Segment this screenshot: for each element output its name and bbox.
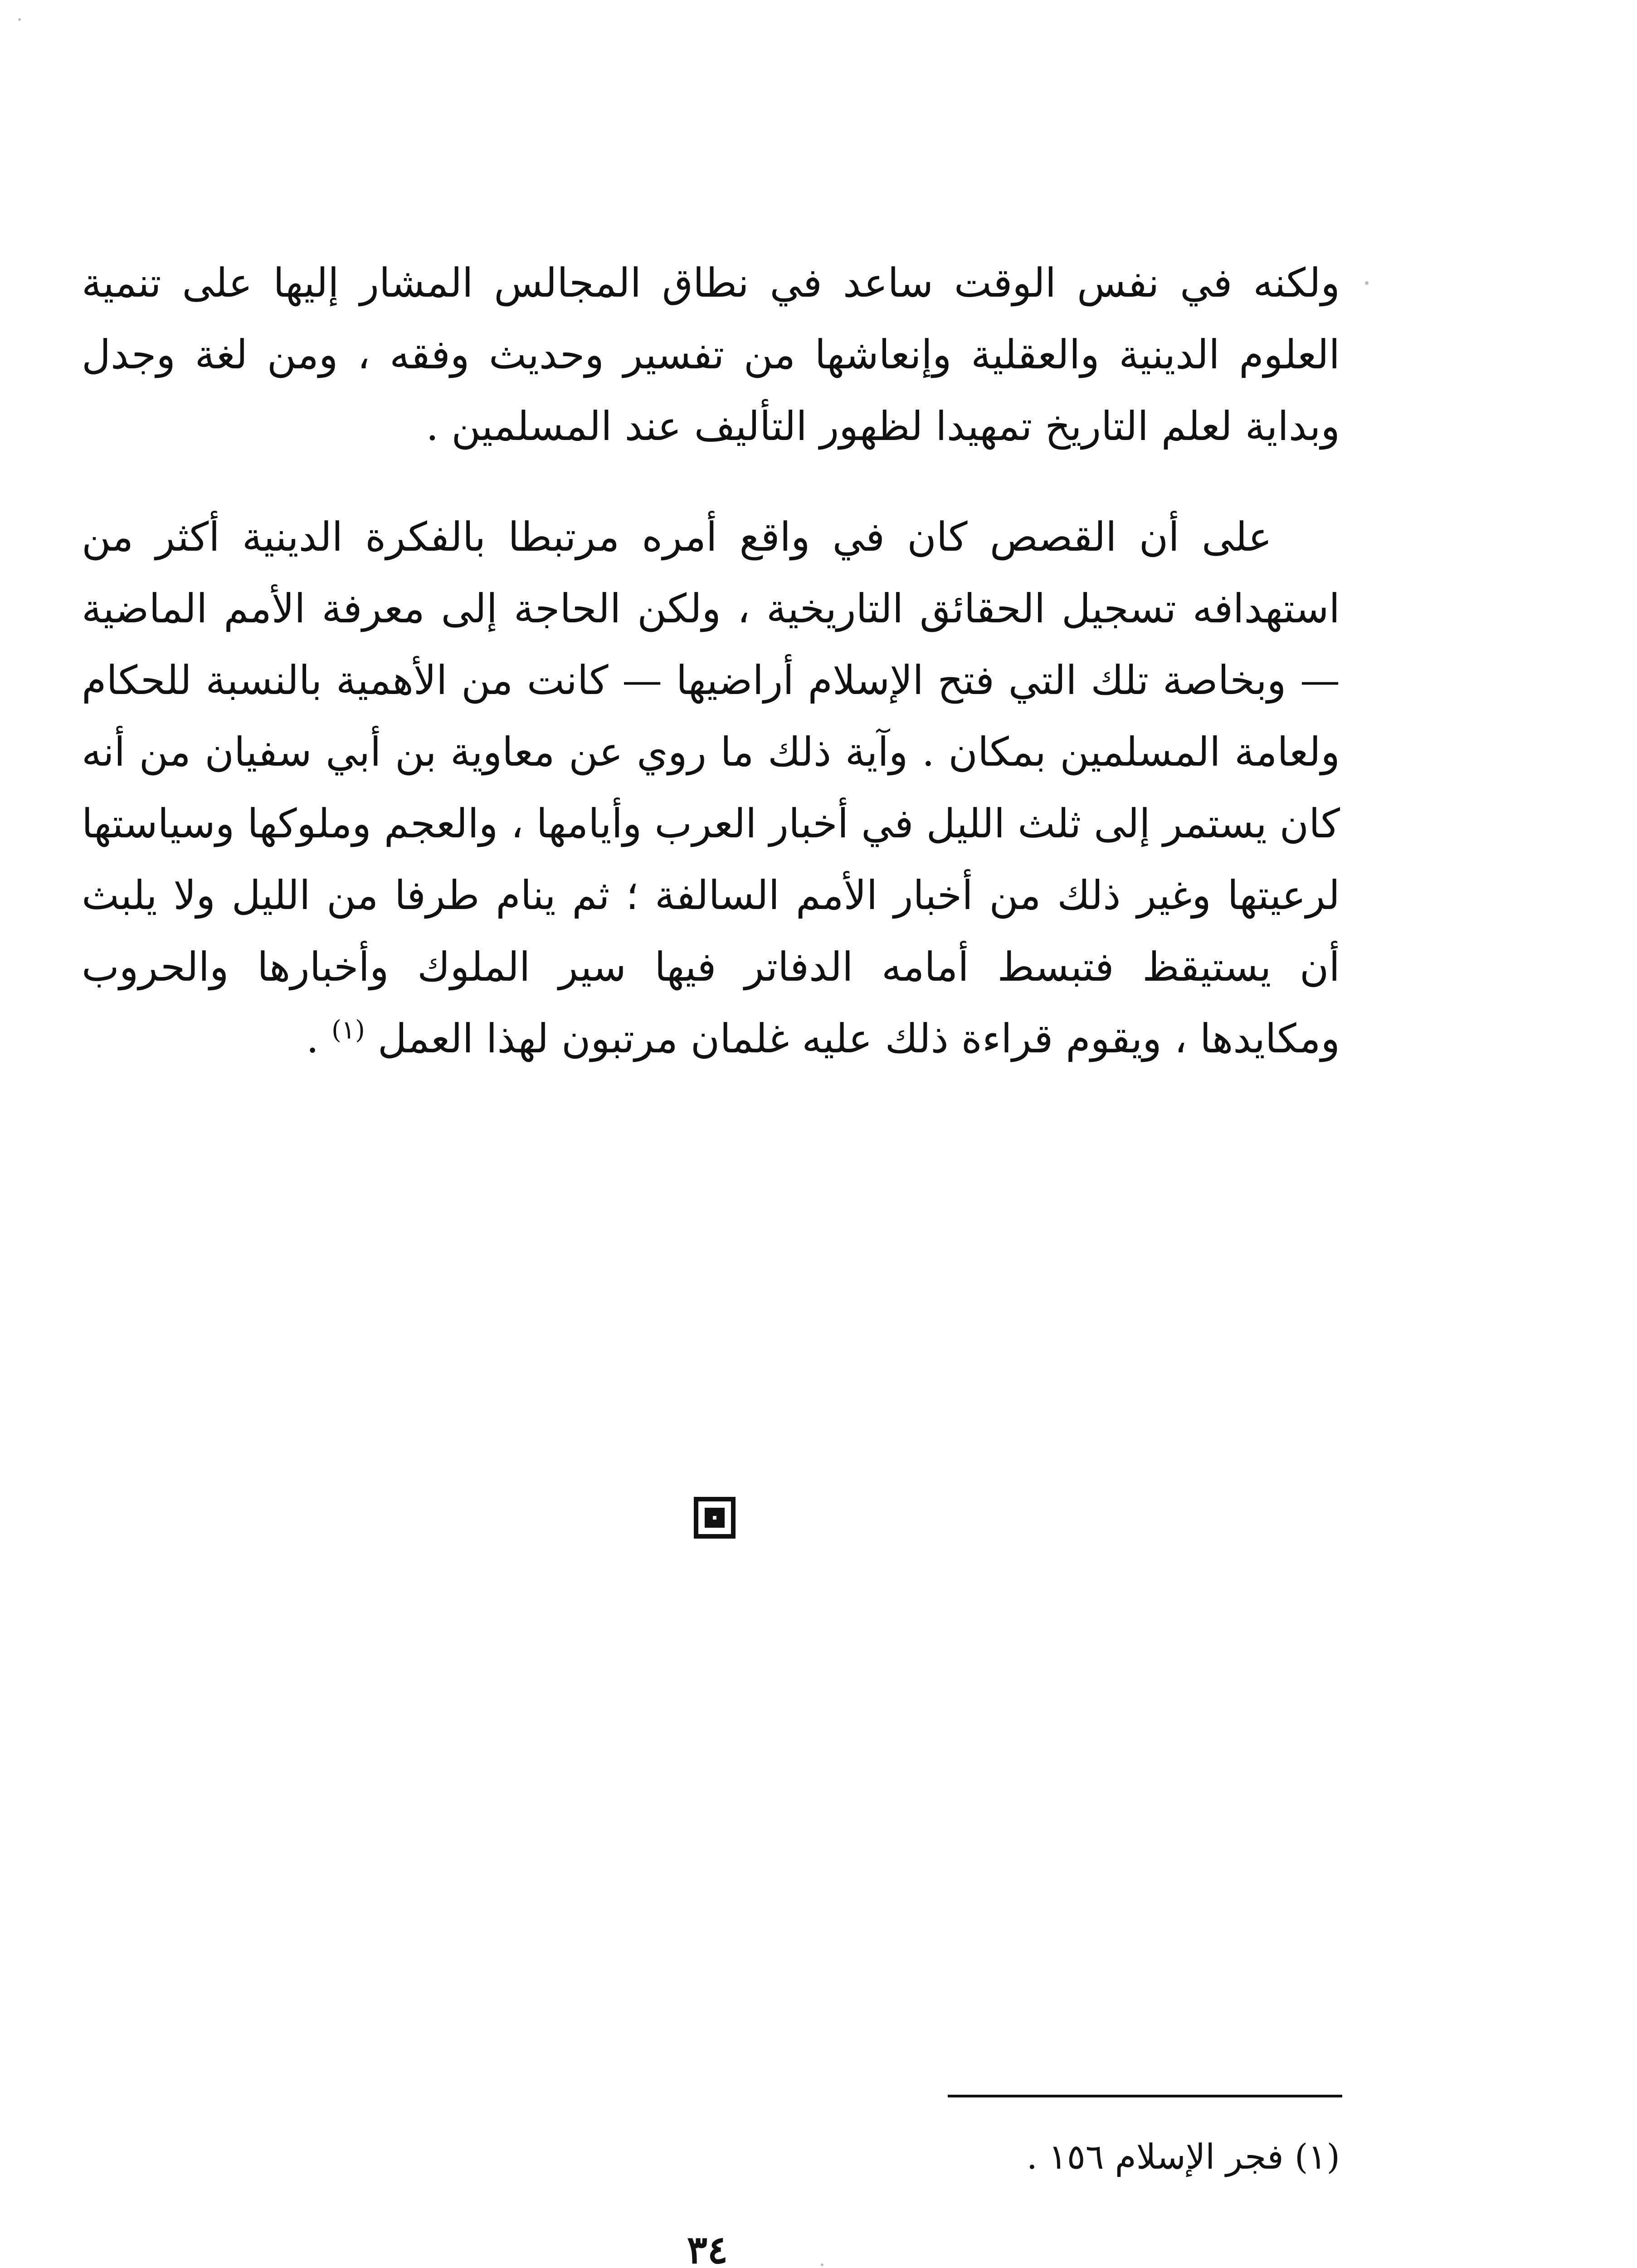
square-ornament-inner (705, 1508, 725, 1528)
footnote-separator (948, 2095, 1342, 2097)
scan-speck (821, 2263, 823, 2266)
body-paragraph-2-text: على أن القصص كان في واقع أمره مرتبطا بالفكرة الدينية أكثر من استهدافه تسجيل الحقائق التاريخية ، ولكن الحاجة إلى معرفة الأمم الماضية — وبخاصة تلك التي فتح الإسلام أراضيها — كانت من الأهمية بالنسبة للحكام ولعامة المسلمين بمكان . وآية ذلك ما روي عن معاوية بن أبي سفيان من أنه كان يستمر إلى ثلث الليل في أخبار العرب وأيامها ، والعجم وملوكها وسياستها لرعيتها وغير ذلك من أخبار الأمم السالفة ؛ ثم ينام طرفا من الليل ولا يلبث أن يستيقظ فتبسط أمامه الدفاتر فيها سير الملوك وأخبارها والحروب ومكايدها ، ويقوم قراءة ذلك عليه غلمان مرتبون لهذا العمل (82, 513, 1340, 1062)
footnote-reference-marker: (١) (331, 1015, 365, 1045)
body-paragraph-1-container (82, 247, 1340, 462)
square-ornament-core (713, 1516, 716, 1520)
square-ornament-icon (694, 1497, 736, 1539)
page-number: ٣٤ (687, 2227, 728, 2268)
footnote-text: (١) فجر الإسلام ١٥٦ . (1026, 2136, 1340, 2177)
body-paragraph-2-end: . (306, 1015, 332, 1062)
body-paragraph-2-container (82, 501, 1340, 1075)
body-paragraph-2 (82, 501, 1340, 1075)
body-paragraph-1: ولكنه في نفس الوقت ساعد في نطاق المجالس المشار إليها على تنمية العلوم الدينية والعقلية وإنعاشها من تفسير وحديث وفقه ، ومن لغة وجدل وبداية لعلم التاريخ تمهيدا لظهور التأليف عند المسلمين . (82, 259, 1340, 450)
scan-speck (18, 18, 21, 21)
scan-speck (1365, 281, 1369, 285)
